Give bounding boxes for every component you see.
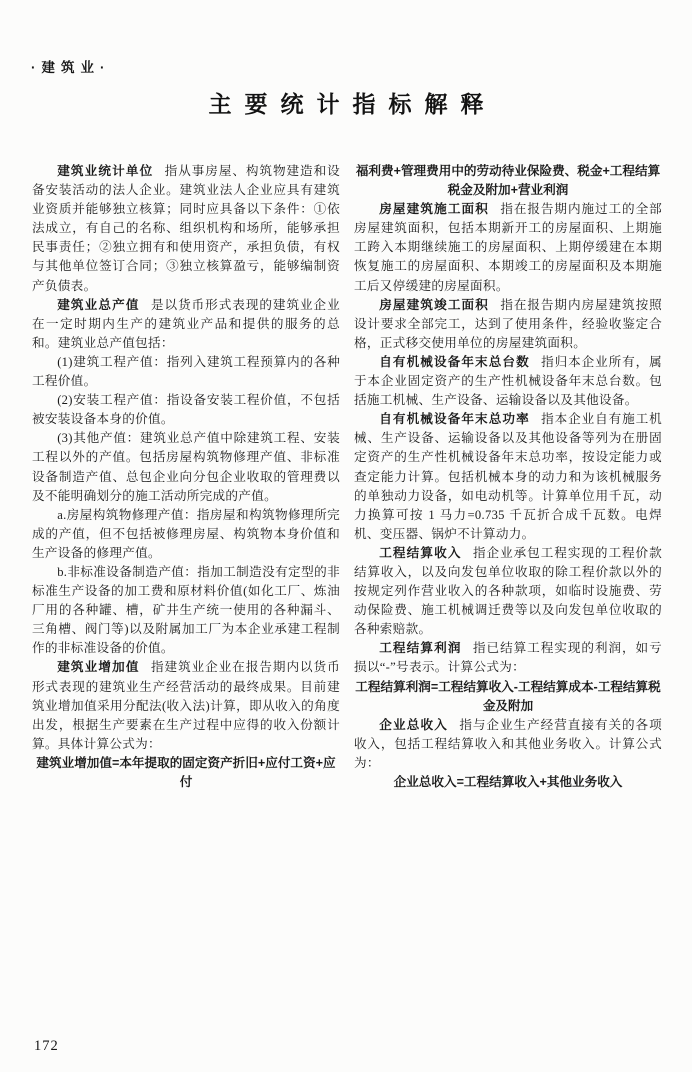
term-label: 工程结算利润 bbox=[379, 641, 462, 656]
term-label: 企业总收入 bbox=[379, 717, 448, 732]
paragraph: 建筑业统计单位 指从事房屋、构筑物建造和设备安装活动的法人企业。建筑业法人企业应具有建筑业资质并能够独立核算；同时应具备以下条件：①依法成立，有自己的名称、组织机构和场所，能够承担民事责任；②独立拥有和使用资产，承担负债，有权与其他单位签订合同；③独立核算盈亏，能够编制资产负债表。 bbox=[32, 164, 340, 293]
term-label: 自有机械设备年末总功率 bbox=[379, 412, 530, 427]
paragraph: 工程结算利润 指已结算工程实现的利润，如亏损以“-”号表示。计算公式为： bbox=[354, 641, 663, 675]
formula-line: 工程结算利润=工程结算收入-工程结算成本-工程结算税金及附加 bbox=[355, 679, 661, 713]
page-number: 172 bbox=[34, 1038, 59, 1054]
paragraph: 工程结算收入 指企业承包工程实现的工程价款结算收入，以及向发包单位收取的除工程价款以外的按规定列作营业收入的各种款项，如临时设施费、劳动保险费、施工机械调迁费等以及向发包单位收取的各种索赔款。 bbox=[354, 545, 663, 637]
section-label: ·建筑业· bbox=[31, 60, 111, 75]
formula-line: 企业总收入=工程结算收入+其他业务收入 bbox=[393, 775, 623, 789]
term-label: 自有机械设备年末总台数 bbox=[379, 354, 530, 369]
paragraph: (3)其他产值：建筑业总产值中除建筑工程、安装工程以外的产值。包括房屋构筑物修理产值、非标准设备制造产值、总包企业向分包企业收取的管理费以及不能明确划分的施工活动所完成的产值。 bbox=[32, 431, 340, 503]
formula-line: 福利费+管理费用中的劳动待业保险费、税金+工程结算税金及附加+营业利润 bbox=[355, 164, 661, 198]
paragraph: 自有机械设备年末总功率 指本企业自有施工机械、生产设备、运输设备以及其他设备等列为在册固定资产的生产性机械设备年末总功率，按设定能力或查定能力计算。包括机械本身的动力和为该机械服务的单独动力设备，如电动机等。计算单位用千瓦，动力换算可按 1 马力=0.735 千瓦折合成千瓦数。电焊机、变压器、锅炉不计算动力。 bbox=[354, 412, 663, 541]
paragraph: (2)安装工程产值：指设备安装工程价值，不包括被安装设备本身的价值。 bbox=[32, 393, 340, 427]
term-label: 房屋建筑竣工面积 bbox=[379, 297, 489, 312]
term-label: 建筑业增加值 bbox=[57, 660, 140, 675]
term-label: 房屋建筑施工面积 bbox=[379, 202, 489, 217]
term-label: 建筑业总产值 bbox=[57, 297, 140, 312]
paragraph: (1)建筑工程产值：指列入建筑工程预算内的各种工程价值。 bbox=[32, 354, 340, 389]
left-column bbox=[32, 162, 340, 792]
paragraph: 自有机械设备年末总台数 指归本企业所有，属于本企业固定资产的生产性机械设备年末总台数。包括施工机械、生产设备、运输设备以及其他设备。 bbox=[354, 354, 663, 408]
paragraph: 建筑业增加值 指建筑业企业在报告期内以货币形式表现的建筑业生产经营活动的最终成果。目前建筑业增加值采用分配法(收入法)计算，即从收入的角度出发，根据生产要素在生产过程中应得的收入份额计算。具体计算公式为： bbox=[32, 660, 341, 751]
paragraph: 建筑业总产值 是以货币形式表现的建筑业企业在一定时期内生产的建筑业产品和提供的服务的总和。建筑业总产值包括： bbox=[32, 297, 341, 350]
term-label: 建筑业统计单位 bbox=[57, 164, 154, 178]
right-column bbox=[354, 162, 662, 792]
paragraph: 企业总收入 指与企业生产经营直接有关的各项收入，包括工程结算收入和其他业务收入。计算公式为： bbox=[354, 717, 663, 770]
term-label: 工程结算收入 bbox=[379, 545, 462, 560]
paragraph: 房屋建筑施工面积 指在报告期内施过工的全部房屋建筑面积，包括本期新开工的房屋面积、上期施工跨入本期继续施工的房屋面积、上期停缓建在本期恢复施工的房屋面积、本期竣工的房屋面积及本期施工后又停缓建的房屋面积。 bbox=[354, 202, 663, 293]
article-body bbox=[32, 162, 662, 792]
paragraph: 房屋建筑竣工面积 指在报告期内房屋建筑按照设计要求全部完工，达到了使用条件，经验收鉴定合格，正式移交使用单位的房屋建筑面积。 bbox=[354, 297, 663, 350]
page-title: 主要统计指标解释 bbox=[208, 92, 497, 117]
paragraph: b.非标准设备制造产值：指加工制造没有定型的非标准生产设备的加工费和原材料价值(如化工厂、炼油厂用的各种罐、槽，矿井生产统一使用的各种漏斗、三角槽、阀门等)以及附属加工厂为本企业承建工程制作的非标准设备的价值。 bbox=[32, 564, 340, 656]
paragraph: a.房屋构筑物修理产值：指房屋和构筑物修理所完成的产值，但不包括被修理房屋、构筑物本身价值和生产设备的修理产值。 bbox=[32, 507, 340, 560]
formula-line: 建筑业增加值=本年提取的固定资产折旧+应付工资+应付 bbox=[36, 755, 336, 789]
